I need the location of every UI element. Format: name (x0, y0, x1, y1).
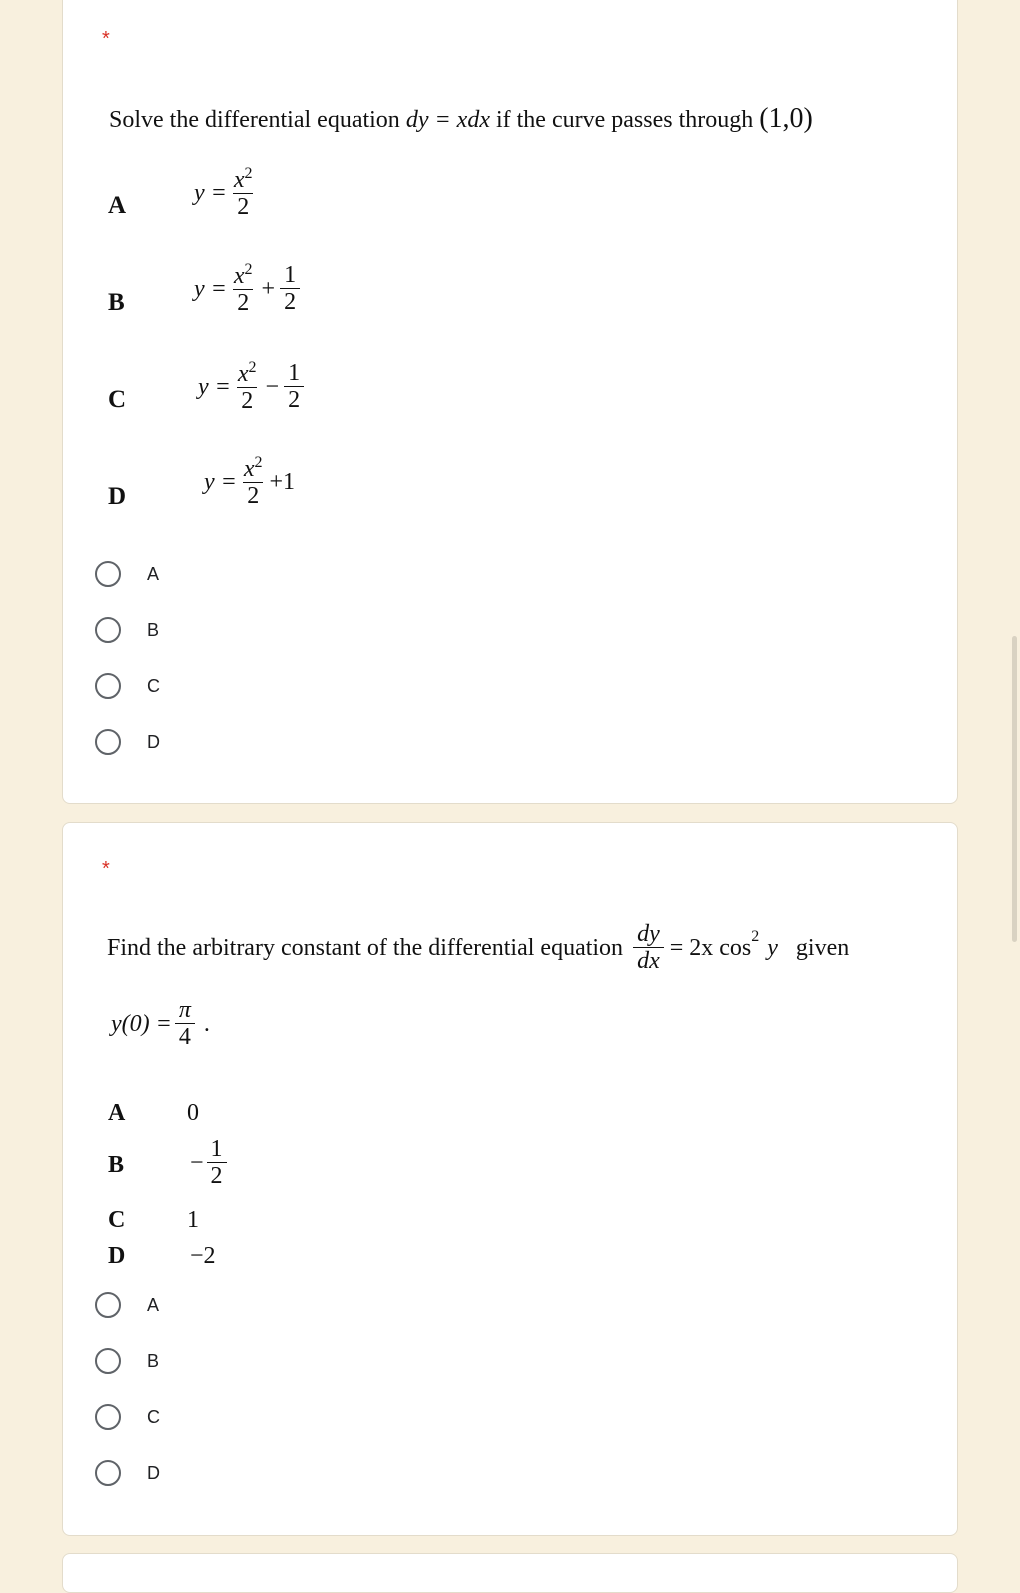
required-asterisk: * (102, 28, 110, 50)
fraction (280, 263, 300, 317)
q1-option-b-formula (194, 262, 303, 318)
denominator: 2 (233, 193, 253, 222)
q2-option-a-value: 0 (187, 1100, 199, 1126)
equation-variable: y (767, 935, 778, 962)
equation-rhs: = 2x cos (669, 935, 752, 962)
q1-option-a-formula (194, 166, 260, 222)
radio-button[interactable] (95, 1404, 121, 1430)
minus-sign: − (190, 1150, 204, 1177)
question-2-text (107, 922, 849, 976)
question-card-3 (62, 1553, 958, 1593)
radio-button[interactable] (95, 673, 121, 699)
radio-button[interactable] (95, 1348, 121, 1374)
q2-choice-b[interactable] (95, 1346, 159, 1376)
denominator: 2 (233, 289, 253, 318)
choice-label: A (147, 1294, 160, 1315)
q2-choice-c[interactable] (95, 1402, 160, 1432)
denominator: 2 (284, 386, 304, 415)
question-1-equation: dy = xdx (405, 107, 490, 133)
numerator: 1 (288, 360, 301, 386)
question-1-prefix: Solve the differential equation (109, 107, 400, 133)
denominator: 2 (237, 387, 257, 416)
q2-option-letter-d: D (108, 1243, 126, 1269)
numerator: 1 (210, 1136, 223, 1162)
choice-label: B (147, 619, 160, 640)
condition-lhs: y(0) = (111, 1011, 172, 1038)
choice-label: C (147, 675, 160, 696)
denominator: 2 (243, 482, 263, 511)
fraction (234, 360, 261, 416)
numerator: x (237, 361, 249, 387)
numerator: x (243, 456, 255, 482)
fraction (230, 262, 257, 318)
numerator: x (233, 167, 245, 193)
fraction (207, 1137, 227, 1191)
question-2-prefix: Find the arbitrary constant of the differential equation (107, 935, 624, 962)
formula-lhs: y = (198, 374, 231, 401)
choice-label: A (147, 563, 160, 584)
fraction (240, 455, 267, 511)
q2-choice-d[interactable] (95, 1458, 160, 1488)
q1-option-letter-d: D (108, 483, 127, 510)
q2-option-letter-b: B (108, 1152, 125, 1178)
denominator: 4 (175, 1023, 195, 1052)
question-1-text (109, 103, 813, 135)
q2-option-letter-a: A (108, 1100, 126, 1126)
numerator: π (178, 997, 191, 1023)
condition-period: . (203, 1011, 210, 1038)
fraction (284, 361, 304, 415)
q2-option-b-value (190, 1137, 230, 1191)
q1-option-c-formula (198, 360, 307, 416)
exponent: 2 (248, 359, 257, 376)
numerator: dy (637, 921, 660, 947)
q1-option-d-formula (204, 455, 295, 511)
choice-label: D (147, 1462, 160, 1483)
radio-button[interactable] (95, 1292, 121, 1318)
denominator: 2 (207, 1162, 227, 1191)
q1-choice-d[interactable] (95, 727, 160, 757)
denominator: 2 (280, 288, 300, 317)
exponent: 2 (751, 928, 760, 945)
numerator: x (233, 263, 245, 289)
required-asterisk: * (102, 858, 110, 880)
q2-option-letter-c: C (108, 1207, 126, 1233)
q1-option-letter-a: A (108, 192, 127, 219)
radio-button[interactable] (95, 561, 121, 587)
q2-option-d-value: −2 (190, 1243, 216, 1269)
exponent: 2 (244, 261, 253, 278)
denominator: dx (633, 947, 664, 976)
q1-option-letter-c: C (108, 386, 127, 413)
radio-button[interactable] (95, 1460, 121, 1486)
question-1-point: (1,0) (759, 103, 813, 134)
question-1-suffix: if the curve passes through (495, 107, 754, 133)
q2-choice-a[interactable] (95, 1290, 159, 1320)
formula-lhs: y = (194, 180, 227, 207)
q2-option-c-value: 1 (187, 1207, 199, 1233)
derivative (633, 922, 664, 976)
fraction (175, 998, 195, 1052)
q1-choice-b[interactable] (95, 615, 159, 645)
q1-option-letter-b: B (108, 289, 125, 316)
formula-tail: +1 (269, 469, 296, 496)
formula-lhs: y = (194, 276, 227, 303)
question-2-suffix: given (795, 935, 850, 962)
choice-label: C (147, 1406, 160, 1427)
radio-button[interactable] (95, 729, 121, 755)
numerator: 1 (284, 262, 297, 288)
exponent: 2 (254, 454, 263, 471)
page-scrollbar[interactable] (1012, 636, 1017, 942)
radio-button[interactable] (95, 617, 121, 643)
exponent: 2 (244, 165, 253, 182)
choice-label: D (147, 731, 160, 752)
operator: + (261, 276, 276, 303)
fraction (230, 166, 257, 222)
q1-choice-a[interactable] (95, 559, 159, 589)
formula-lhs: y = (204, 469, 237, 496)
operator: − (265, 374, 280, 401)
choice-label: B (147, 1350, 160, 1371)
question-2-condition (111, 998, 210, 1052)
q1-choice-c[interactable] (95, 671, 160, 701)
